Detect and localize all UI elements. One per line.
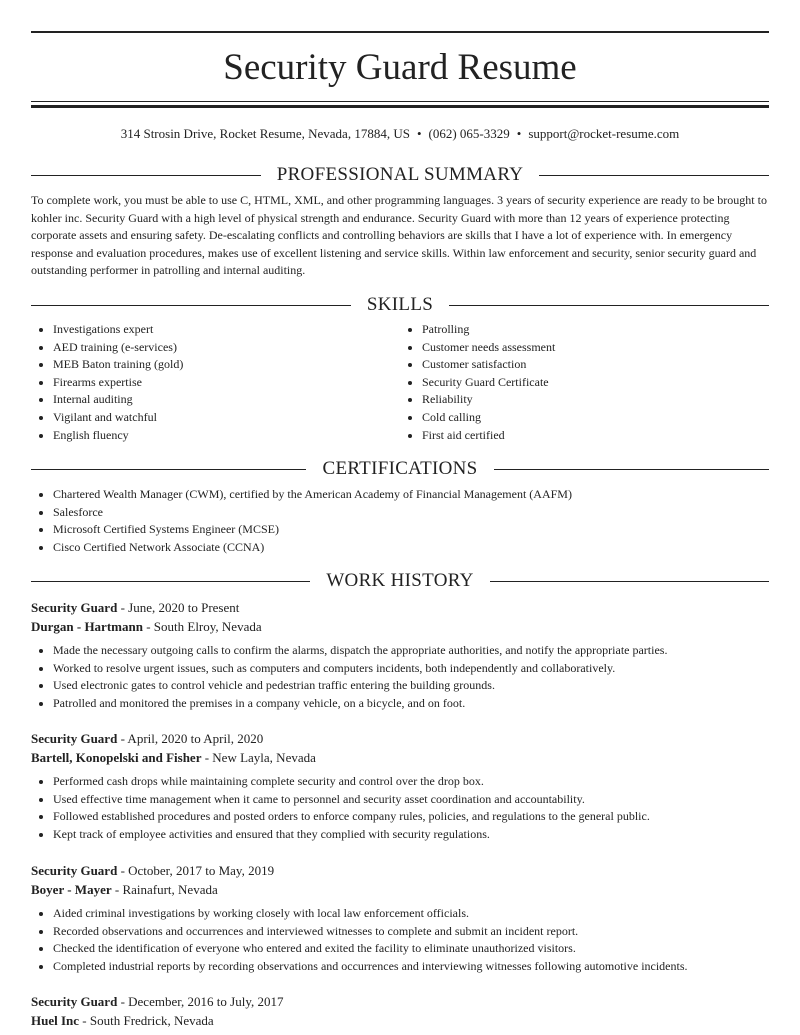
section-heading-certifications [31,458,769,480]
section-heading-skills [31,294,769,316]
divider [490,581,769,582]
certifications-list [31,486,769,556]
duty-item: • Kept track of employee activities and ensured that they complied with security regulations. [53,826,769,844]
job-duties [31,642,769,712]
job-location: - Rainafurt, Nevada [111,882,218,897]
skills-list [31,321,769,444]
duty-item: • Used electronic gates to control vehicle and pedestrian traffic entering the building grounds. [53,677,769,695]
section-heading-summary [31,164,769,186]
skill-item: • Internal auditing [53,391,400,409]
job-entry [31,861,769,975]
top-rule [31,31,769,33]
job-entry [31,598,769,712]
company-name: Boyer - Mayer [31,882,112,897]
job-title: Security Guard [31,994,118,1009]
heading-text: PROFESSIONAL SUMMARY [276,164,524,185]
job-entry [31,729,769,843]
divider [31,305,351,306]
company-name: Bartell, Konopelski and Fisher [31,750,202,765]
job-company-line [31,617,769,636]
heading-text: CERTIFICATIONS [322,458,478,479]
skill-item: • Patrolling [422,321,769,339]
skill-item: • Vigilant and watchful [53,409,400,427]
job-company-line [31,1011,769,1030]
separator: • [416,126,422,141]
skill-item: • Investigations expert [53,321,400,339]
job-entry [31,992,769,1030]
job-company-line [31,748,769,767]
duty-item: • Aided criminal investigations by working closely with local law enforcement officials. [53,905,769,923]
company-name: Huel Inc [31,1013,80,1028]
job-duties [31,905,769,975]
separator: • [516,126,522,141]
duty-item: • Recorded observations and occurrences and interviewed witnesses to complete and submit an incident report. [53,923,769,941]
divider [539,175,769,176]
skill-item: • AED training (e-services) [53,339,400,357]
job-title: Security Guard [31,600,118,615]
certifications-items [31,486,769,556]
duty-item: • Checked the identification of everyone who entered and exited the facility to eliminate unauthorized visitors. [53,940,769,958]
summary-text: To complete work, you must be able to use C, HTML, XML, and other programming languages. 3 years of security experience are ready to be brought to kohler inc. Security Guard with a high level of physical strength and endurance. Security Guard with more than 12 years of experience protecting corporate assets and ensuring safety. De-escalating conflicts and controlling behaviors are skills that I have a lot of experience with. In emergency response and evaluation procedures, makes use of excellent listening and service skills. Within law enforcement and security, senior security guard and outstanding performer in patrolling and internal auditing. [31,193,767,278]
divider [31,581,310,582]
section-heading-work-history [31,570,769,592]
job-dates: - December, 2016 to July, 2017 [117,994,284,1009]
phone: (062) 065-3329 [428,126,510,141]
certification-item: • Salesforce [53,504,769,522]
job-title-line [31,598,769,617]
page-title: Security Guard Resume [223,47,577,88]
job-dates: - June, 2020 to Present [117,600,240,615]
skill-item: • MEB Baton training (gold) [53,356,400,374]
job-duties [31,773,769,843]
email: support@rocket-resume.com [528,126,680,141]
job-location: - New Layla, Nevada [201,750,316,765]
job-title: Security Guard [31,731,118,746]
skill-item: • Firearms expertise [53,374,400,392]
skill-item: • Security Guard Certificate [422,374,769,392]
company-name: Durgan - Hartmann [31,619,143,634]
job-location: - South Elroy, Nevada [142,619,262,634]
certification-item: • Chartered Wealth Manager (CWM), certified by the American Academy of Financial Management (AAFM) [53,486,769,504]
duty-item: • Patrolled and monitored the premises in a company vehicle, on a bicycle, and on foot. [53,695,769,713]
divider [494,469,769,470]
certification-item: • Microsoft Certified Systems Engineer (MCSE) [53,521,769,539]
skill-item: • Reliability [422,391,769,409]
skill-item: • Customer satisfaction [422,356,769,374]
skills-right-column [400,321,769,444]
certification-item: • Cisco Certified Network Associate (CCNA) [53,539,769,557]
job-dates: - October, 2017 to May, 2019 [117,863,275,878]
job-title-line [31,729,769,748]
address: 314 Strosin Drive, Rocket Resume, Nevada, 17884, US [120,126,410,141]
duty-item: • Worked to resolve urgent issues, such as computers and computers incidents, both independently and collaboratively. [53,660,769,678]
title-rule-thick [31,105,769,108]
duty-item: • Used effective time management when it came to personnel and security asset coordination and accountability. [53,791,769,809]
heading-text: WORK HISTORY [326,570,474,591]
job-title-line [31,992,769,1011]
skill-item: • English fluency [53,427,400,445]
title-rule-thin [31,101,769,102]
heading-text: SKILLS [366,294,434,315]
skills-left-column [31,321,400,444]
skill-item: • First aid certified [422,427,769,445]
job-location: - South Fredrick, Nevada [79,1013,214,1028]
divider [31,175,261,176]
skill-item: • Cold calling [422,409,769,427]
skill-item: • Customer needs assessment [422,339,769,357]
duty-item: • Made the necessary outgoing calls to confirm the alarms, dispatch the appropriate authorities, and notify the appropriate parties. [53,642,769,660]
duty-item: • Completed industrial reports by recording observations and occurrences and interviewing witnesses following automotive incidents. [53,958,769,976]
duty-item: • Performed cash drops while maintaining complete security and control over the drop box. [53,773,769,791]
divider [31,469,306,470]
job-company-line [31,880,769,899]
job-title-line [31,861,769,880]
divider [449,305,769,306]
job-dates: - April, 2020 to April, 2020 [117,731,264,746]
job-title: Security Guard [31,863,118,878]
contact-line [31,125,769,143]
duty-item: • Followed established procedures and posted orders to enforce company rules, policies, and regulations to the general public. [53,808,769,826]
